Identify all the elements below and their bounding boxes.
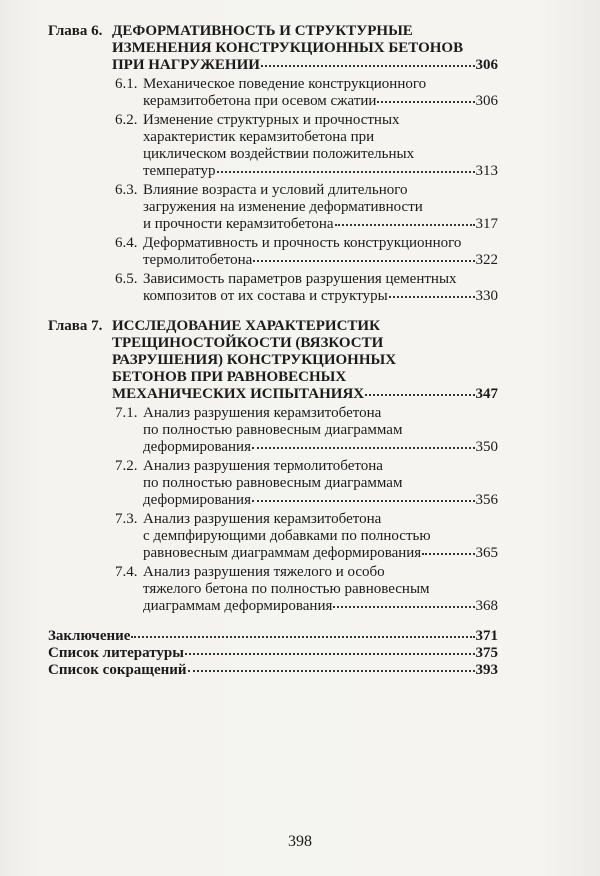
section-text-line: тяжелого бетона по полностью равновесным [143, 581, 430, 597]
chapter-7-title [112, 318, 498, 403]
chapter-6-title-leader [112, 57, 498, 74]
section-6-1 [115, 76, 498, 110]
section-text-line: Анализ разрушения тяжелого и особо [143, 564, 385, 580]
section-number: 6.4. [115, 235, 138, 251]
section-7-2 [115, 458, 498, 509]
section-page: 322 [475, 252, 498, 268]
section-number: 7.3. [115, 511, 138, 527]
section-number: 6.2. [115, 112, 138, 128]
section-page: 368 [475, 598, 498, 614]
chapter-7-title-line: РАЗРУШЕНИЯ) КОНСТРУКЦИОННЫХ [112, 352, 397, 368]
dot-leader [188, 669, 475, 672]
entry-label: Заключение [48, 628, 131, 644]
entry-page: 371 [475, 628, 498, 644]
section-page: 356 [475, 492, 498, 508]
dot-leader [335, 223, 475, 226]
chapter-7 [48, 318, 498, 615]
section-text-line: Анализ разрушения термолитобетона [143, 458, 383, 474]
section-6-4 [115, 235, 498, 269]
section-text-last: термолитобетона [143, 252, 253, 268]
section-number: 6.5. [115, 271, 138, 287]
dot-leader [217, 170, 475, 173]
chapter-6-heading [48, 23, 498, 74]
section-number: 7.4. [115, 564, 138, 580]
section-leader [143, 252, 498, 269]
section-text-last: керамзитобетона при осевом сжатии [143, 93, 377, 109]
dot-leader [252, 499, 475, 502]
section-text-line: по полностью равновесным диаграммам [143, 422, 403, 438]
section-number: 7.1. [115, 405, 138, 421]
section-page: 365 [475, 545, 498, 561]
section-leader [143, 439, 498, 456]
chapter-7-page: 347 [475, 386, 498, 402]
table-of-contents [48, 23, 498, 679]
section-7-4 [115, 564, 498, 615]
section-6-2 [115, 112, 498, 180]
section-leader [143, 545, 498, 562]
section-text-line: по полностью равновесным диаграммам [143, 475, 403, 491]
toc-entry-abbreviations [48, 662, 498, 679]
section-7-1 [115, 405, 498, 456]
toc-entry-conclusion [48, 628, 498, 645]
section-number: 6.1. [115, 76, 138, 92]
chapter-6 [48, 23, 498, 305]
section-leader [143, 163, 498, 180]
section-text-line: Анализ разрушения керамзитобетона [143, 405, 382, 421]
dot-leader [253, 259, 474, 262]
toc-entry-references [48, 645, 498, 662]
chapter-7-heading [48, 318, 498, 403]
chapter-6-sections [115, 76, 498, 305]
dot-leader [365, 393, 474, 396]
chapter-6-title-line: ИЗМЕНЕНИЯ КОНСТРУКЦИОННЫХ БЕТОНОВ [112, 40, 464, 56]
section-page: 317 [475, 216, 498, 232]
section-text-line: Изменение структурных и прочностных [143, 112, 400, 128]
section-leader [143, 598, 498, 615]
section-text-line: Зависимость параметров разрушения цементных [143, 271, 457, 287]
dot-leader [131, 635, 474, 638]
section-6-3 [115, 182, 498, 233]
back-matter-entries [48, 628, 498, 679]
section-text-last: и прочности керамзитобетона [143, 216, 334, 232]
section-page: 350 [475, 439, 498, 455]
section-6-5 [115, 271, 498, 305]
section-text-last: деформирования [143, 492, 251, 508]
section-text-last: диаграммам деформирования [143, 598, 333, 614]
dot-leader [261, 64, 475, 67]
section-page: 313 [475, 163, 498, 179]
section-text-last: температур [143, 163, 216, 179]
section-page: 306 [475, 93, 498, 109]
section-7-3 [115, 511, 498, 562]
chapter-7-title-line: ТРЕЩИНОСТОЙКОСТИ (ВЯЗКОСТИ [112, 335, 384, 351]
chapter-6-page: 306 [475, 57, 498, 73]
dot-leader [333, 605, 474, 608]
page-number: 398 [288, 833, 312, 850]
chapter-6-title-line: ДЕФОРМАТИВНОСТЬ И СТРУКТУРНЫЕ [112, 23, 413, 39]
chapter-6-prefix: Глава 6. [48, 23, 103, 39]
chapter-7-title-line: ИССЛЕДОВАНИЕ ХАРАКТЕРИСТИК [112, 318, 380, 334]
entry-page: 393 [475, 662, 498, 678]
dot-leader [377, 100, 474, 103]
section-text-line: загружения на изменение деформативности [143, 199, 423, 215]
section-text-last: композитов от их состава и структуры [143, 288, 388, 304]
chapter-6-title [112, 23, 498, 74]
entry-page: 375 [475, 645, 498, 661]
chapter-7-title-leader [112, 386, 498, 403]
section-text-last: деформирования [143, 439, 251, 455]
section-number: 7.2. [115, 458, 138, 474]
section-text-last: равновесным диаграммам деформирования [143, 545, 422, 561]
chapter-7-title-line: БЕТОНОВ ПРИ РАВНОВЕСНЫХ [112, 369, 347, 385]
dot-leader [252, 446, 475, 449]
section-text-line: с демпфирующими добавками по полностью [143, 528, 431, 544]
dot-leader [389, 295, 475, 298]
chapter-7-sections [115, 405, 498, 615]
chapter-6-title-last: ПРИ НАГРУЖЕНИИ [112, 57, 260, 73]
section-text-line: Деформативность и прочность конструкционного [143, 235, 462, 251]
section-leader [143, 288, 498, 305]
section-text-line: Влияние возраста и условий длительного [143, 182, 408, 198]
section-number: 6.3. [115, 182, 138, 198]
section-text-line: циклическом воздействии положительных [143, 146, 415, 162]
section-text-line: Механическое поведение конструкционного [143, 76, 427, 92]
section-page: 330 [475, 288, 498, 304]
chapter-7-title-last: МЕХАНИЧЕСКИХ ИСПЫТАНИЯХ [112, 386, 365, 402]
section-leader [143, 492, 498, 509]
section-leader [143, 216, 498, 233]
entry-label: Список литературы [48, 645, 184, 661]
section-leader [143, 93, 498, 110]
entry-label: Список сокращений [48, 662, 187, 678]
dot-leader [422, 552, 474, 555]
section-text-line: Анализ разрушения керамзитобетона [143, 511, 382, 527]
section-text-line: характеристик керамзитобетона при [143, 129, 375, 145]
dot-leader [185, 652, 475, 655]
chapter-7-prefix: Глава 7. [48, 318, 103, 334]
